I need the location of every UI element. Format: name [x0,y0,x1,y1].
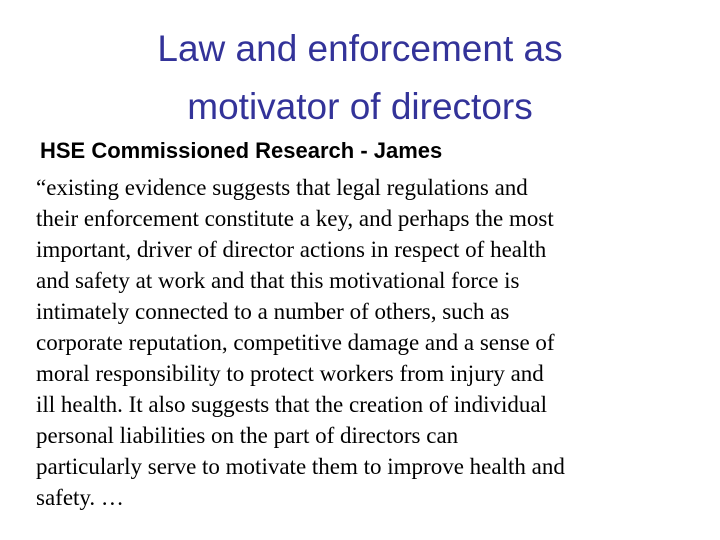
slide-subtitle: HSE Commissioned Research - James [40,138,443,163]
quote-line: corporate reputation, competitive damage and a sense of [36,330,555,355]
quote-line: and safety at work and that this motivational force is [36,268,520,293]
slide-title-line: motivator of directors [187,86,533,127]
quote-line: “existing evidence suggests that legal regulations and [36,175,528,200]
quote-line: moral responsibility to protect workers from injury and [36,361,544,386]
quote-line: important, driver of director actions in respect of health [36,237,547,262]
quote-line: particularly serve to motivate them to improve health and [36,454,565,479]
quote-line: personal liabilities on the part of directors can [36,423,459,448]
slide-title [60,20,660,136]
quote-line: ill health. It also suggests that the creation of individual [36,392,547,417]
slide-title-line: Law and enforcement as [157,28,563,69]
quote-line: intimately connected to a number of others, such as [36,299,510,324]
quote-line: their enforcement constitute a key, and perhaps the most [36,206,554,231]
quote-line: safety. … [36,485,124,510]
quote-block [36,172,696,513]
